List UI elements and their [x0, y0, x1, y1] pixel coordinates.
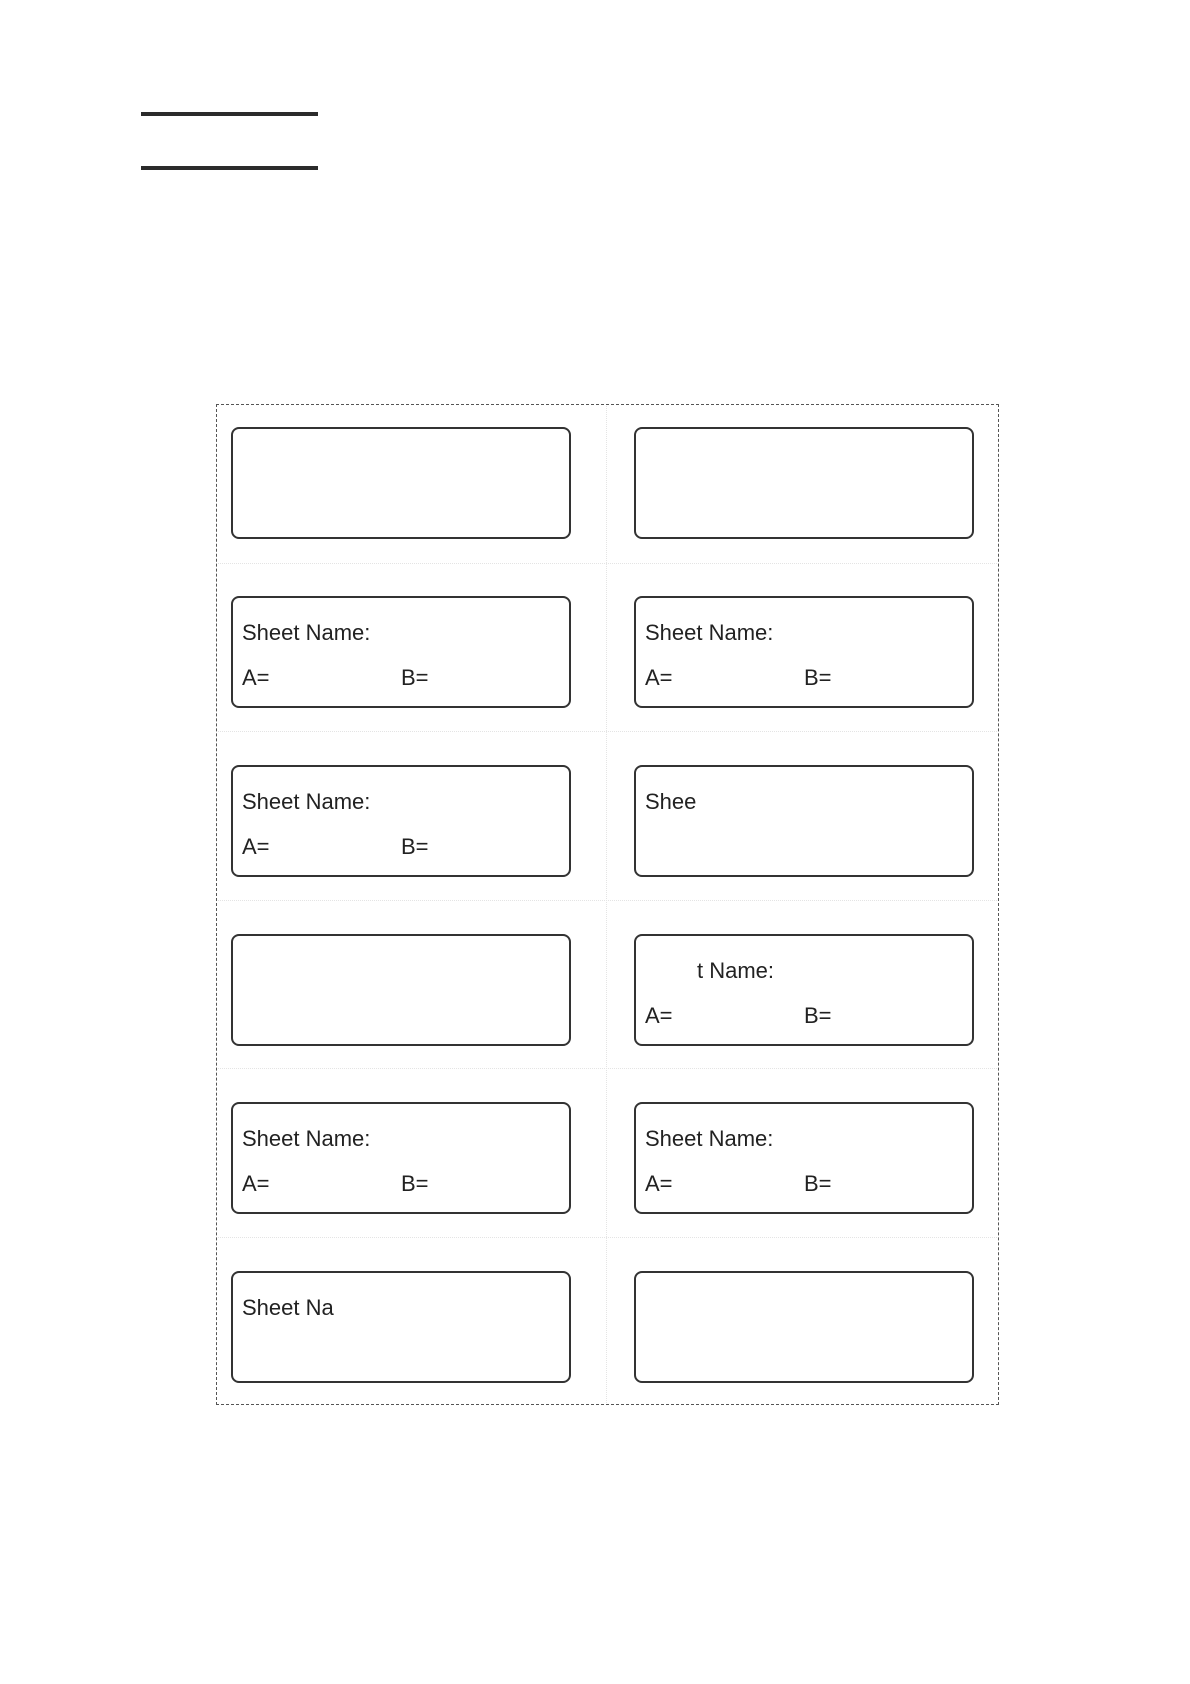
- row-guide-line: [218, 563, 997, 564]
- sheet-name-label: Sheet Name:: [242, 1126, 371, 1151]
- b-value-label: B=: [401, 834, 429, 859]
- label-card: [634, 1271, 974, 1383]
- a-value-label: A=: [645, 665, 673, 690]
- a-value-label: A=: [645, 1003, 673, 1028]
- label-sheet-frame: [216, 404, 999, 1405]
- sheet-name-label: Sheet Name:: [242, 789, 371, 814]
- label-card: [634, 934, 974, 1046]
- label-card: [231, 934, 571, 1046]
- a-value-label: A=: [645, 1171, 673, 1196]
- label-card: [634, 1102, 974, 1214]
- sheet-name-label: t Name:: [697, 958, 775, 983]
- label-card: [231, 596, 571, 708]
- row-guide-line: [218, 1068, 997, 1069]
- label-card: [231, 427, 571, 539]
- row-guide-line: [218, 1237, 997, 1238]
- b-value-label: B=: [401, 665, 429, 690]
- sheet-name-label: Sheet Na: [242, 1295, 334, 1320]
- sheet-name-label: Sheet Name:: [645, 620, 774, 645]
- b-value-label: B=: [804, 1003, 832, 1028]
- sheet-name-label: Sheet Name:: [645, 1126, 774, 1151]
- second-rule: [141, 166, 318, 170]
- a-value-label: A=: [242, 1171, 270, 1196]
- a-value-label: A=: [242, 665, 270, 690]
- label-card: [634, 765, 974, 877]
- label-card: [231, 1102, 571, 1214]
- b-value-label: B=: [804, 1171, 832, 1196]
- column-guide-line: [606, 406, 607, 1403]
- label-card: [634, 596, 974, 708]
- a-value-label: A=: [242, 834, 270, 859]
- sheet-name-label: Shee: [645, 789, 697, 814]
- row-guide-line: [218, 900, 997, 901]
- label-card: [231, 1271, 571, 1383]
- row-guide-line: [218, 731, 997, 732]
- b-value-label: B=: [804, 665, 832, 690]
- sheet-name-label: Sheet Name:: [242, 620, 371, 645]
- b-value-label: B=: [401, 1171, 429, 1196]
- top-rule: [141, 112, 318, 116]
- label-card: [634, 427, 974, 539]
- label-card: [231, 765, 571, 877]
